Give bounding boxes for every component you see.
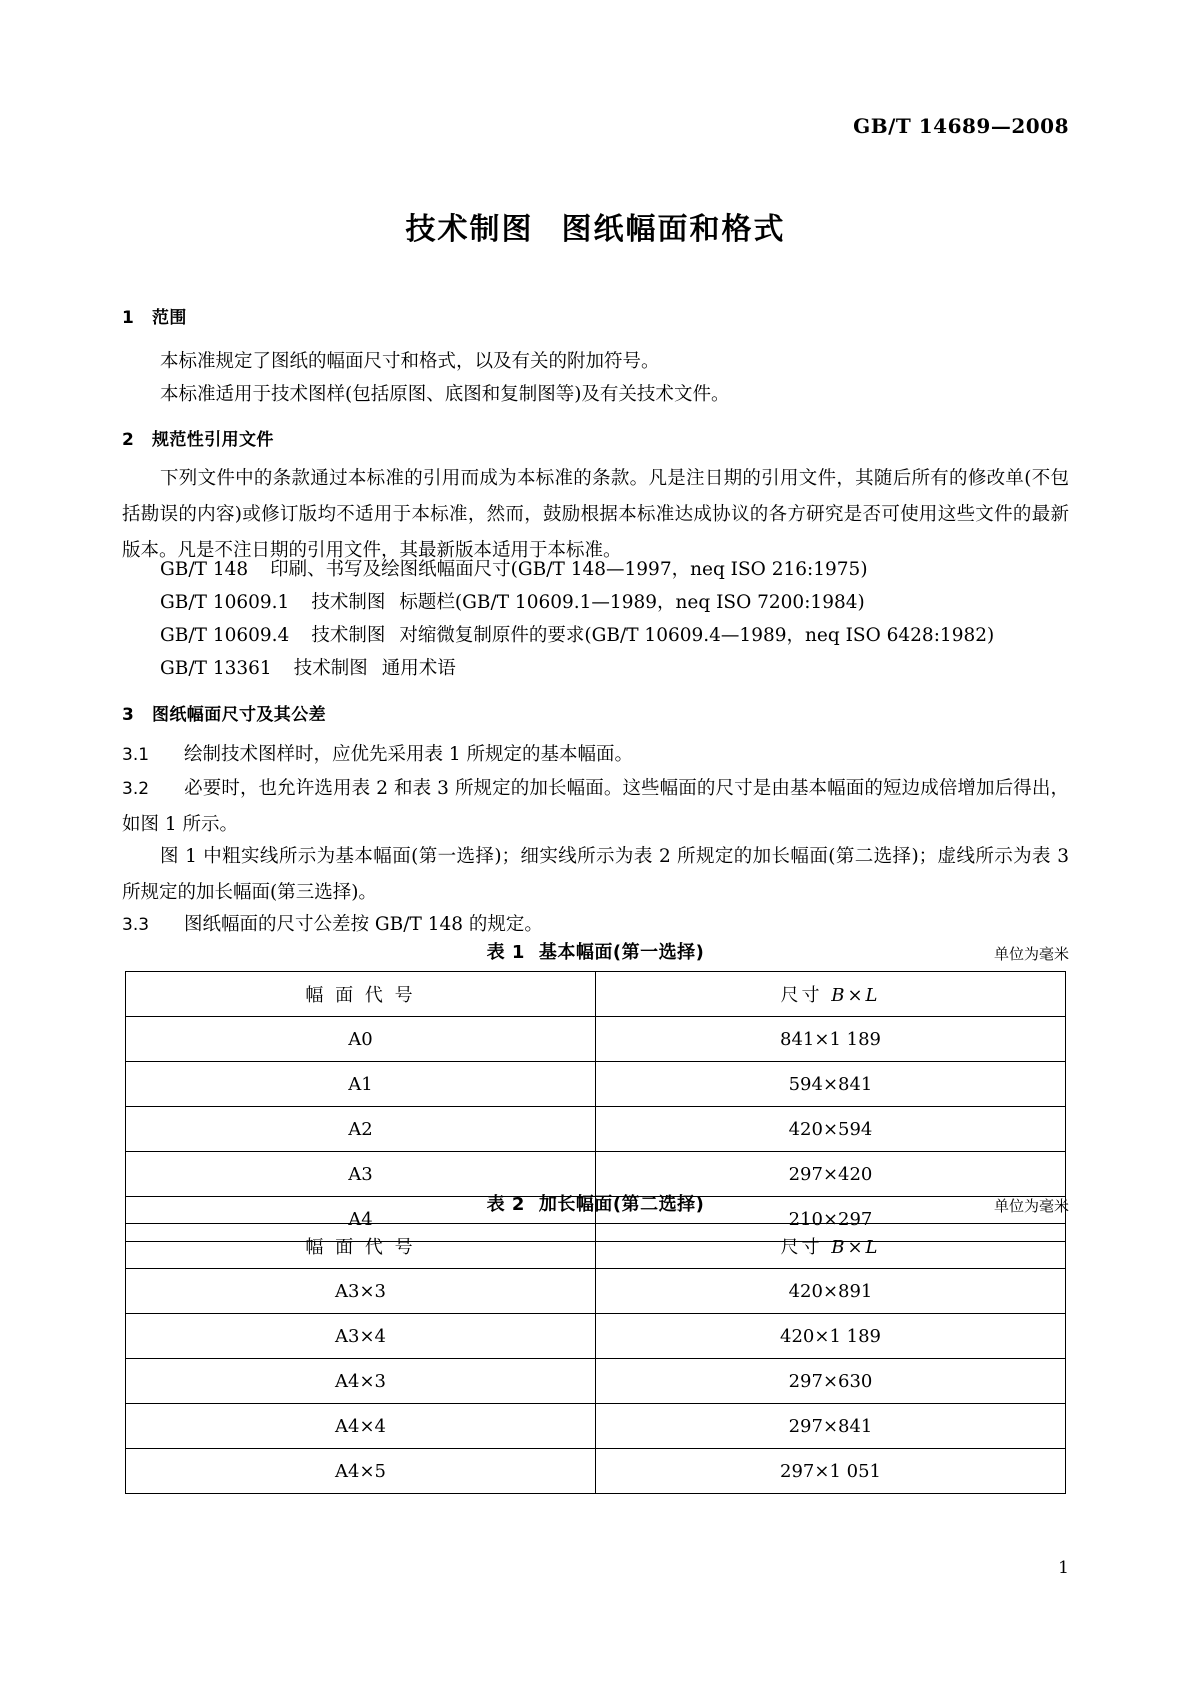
table-row xyxy=(126,1062,1066,1107)
section-number-2: 2 xyxy=(122,430,135,450)
table-cell-size: 594×841 xyxy=(596,1062,1066,1107)
table-row xyxy=(126,1449,1066,1494)
table-cell-code: A4×5 xyxy=(126,1449,596,1494)
table-2-col-header-code: 幅 面 代 号 xyxy=(126,1224,596,1269)
reference-name: 技术制图 xyxy=(311,592,386,613)
table-2-col-header-size xyxy=(596,1224,1066,1269)
clause-number-3-1: 3.1 xyxy=(122,745,150,765)
title-part-2: 图纸幅面和格式 xyxy=(561,212,786,247)
table-2-unit-note: 单位为毫米 xyxy=(993,1197,1069,1215)
figure-1-note-paragraph: 图 1 中粗实线所示为基本幅面(第一选择)；细实线所示为表 2 所规定的加长幅面(第二选择)；虚线所示为表 3 所规定的加长幅面(第三选择)。 xyxy=(122,846,1069,903)
clause-text-3-2: 必要时，也允许选用表 2 和表 3 所规定的加长幅面。这些幅面的尺寸是由基本幅面的短边成倍增加后得出，如图 1 所示。 xyxy=(122,778,1069,835)
table-cell-code: A4×4 xyxy=(126,1404,596,1449)
table-cell-size: 210×297 xyxy=(596,1197,1066,1242)
page-number: 1 xyxy=(1058,1558,1069,1578)
clause-text-3-1: 绘制技术图样时，应优先采用表 1 所规定的基本幅面。 xyxy=(184,744,634,765)
table-cell-code: A4×3 xyxy=(126,1359,596,1404)
section-number-3: 3 xyxy=(122,705,135,725)
table-cell-size: 297×630 xyxy=(596,1359,1066,1404)
reference-name-secondary: 对缩微复制原件的要求 xyxy=(399,625,585,646)
section-heading-3 xyxy=(122,700,326,725)
table-cell-code: A3 xyxy=(126,1152,596,1197)
reference-name-secondary: 通用术语 xyxy=(381,658,456,679)
reference-note: (GB/T 148—1997，neq ISO 216:1975) xyxy=(510,559,868,580)
table-cell-code: A3×4 xyxy=(126,1314,596,1359)
table-1-col-header-size-text: 尺寸 B×L xyxy=(780,985,881,1006)
section-number-1: 1 xyxy=(122,308,135,328)
section-title-3: 图纸幅面尺寸及其公差 xyxy=(152,705,326,725)
table-1-unit-note: 单位为毫米 xyxy=(993,945,1069,963)
reference-name: 技术制图 xyxy=(311,625,386,646)
table-1-col-header-size xyxy=(596,972,1066,1017)
reference-code: GB/T 13361 xyxy=(160,658,272,679)
table-cell-size: 297×420 xyxy=(596,1152,1066,1197)
table-cell-size: 420×891 xyxy=(596,1269,1066,1314)
table-row xyxy=(126,1269,1066,1314)
clause-text-3-3: 图纸幅面的尺寸公差按 GB/T 148 的规定。 xyxy=(184,914,543,935)
table-1-label: 表 1 xyxy=(486,942,525,963)
section-1-paragraph-2: 本标准适用于技术图样(包括原图、底图和复制图等)及有关技术文件。 xyxy=(160,384,730,405)
reference-name: 技术制图 xyxy=(293,658,368,679)
table-2-extended-formats xyxy=(125,1223,1066,1494)
table-cell-size: 420×594 xyxy=(596,1107,1066,1152)
section-heading-1 xyxy=(122,303,187,328)
section-1-paragraph-1: 本标准规定了图纸的幅面尺寸和格式，以及有关的附加符号。 xyxy=(160,351,660,372)
table-cell-size: 841×1 189 xyxy=(596,1017,1066,1062)
table-row xyxy=(126,1314,1066,1359)
normative-reference-item xyxy=(160,652,456,686)
reference-code: GB/T 148 xyxy=(160,559,249,580)
table-cell-code: A0 xyxy=(126,1017,596,1062)
table-1-header-row xyxy=(126,972,1066,1017)
reference-note: (GB/T 10609.1—1989，neq ISO 7200:1984) xyxy=(454,592,865,613)
table-1-caption xyxy=(122,938,1069,964)
table-cell-size: 420×1 189 xyxy=(596,1314,1066,1359)
table-row xyxy=(126,1404,1066,1449)
table-cell-size: 297×841 xyxy=(596,1404,1066,1449)
table-2-label: 表 2 xyxy=(486,1194,525,1215)
section-title-1: 范围 xyxy=(152,308,187,328)
clause-3-2 xyxy=(122,771,1069,843)
table-2-title: 加长幅面(第二选择) xyxy=(538,1194,705,1215)
page-title xyxy=(122,204,1069,248)
table-cell-code: A4 xyxy=(126,1197,596,1242)
normative-reference-item xyxy=(160,553,868,587)
section-2-paragraph-1: 下列文件中的条款通过本标准的引用而成为本标准的条款。凡是注日期的引用文件，其随后所有的修改单(不包括勘误的内容)或修订版均不适用于本标准，然而，鼓励根据本标准达成协议的各方研究是否可使用这些文件的最新版本。凡是不注日期的引用文件，其最新版本适用于本标准。 xyxy=(122,468,1069,561)
table-1-title: 基本幅面(第一选择) xyxy=(538,942,705,963)
page-content xyxy=(122,0,1069,1684)
normative-reference-item xyxy=(160,586,865,620)
section-heading-2 xyxy=(122,425,274,450)
running-head-standard-number: GB/T 14689—2008 xyxy=(853,114,1069,138)
clause-number-3-3: 3.3 xyxy=(122,915,150,935)
reference-code: GB/T 10609.1 xyxy=(160,592,290,613)
reference-code: GB/T 10609.4 xyxy=(160,625,290,646)
section-title-2: 规范性引用文件 xyxy=(152,430,274,450)
table-1-col-header-code: 幅 面 代 号 xyxy=(126,972,596,1017)
reference-note: (GB/T 10609.4—1989，neq ISO 6428:1982) xyxy=(584,625,995,646)
normative-reference-item xyxy=(160,619,994,653)
table-2-header-row xyxy=(126,1224,1066,1269)
table-row xyxy=(126,1107,1066,1152)
table-row xyxy=(126,1359,1066,1404)
table-cell-code: A3×3 xyxy=(126,1269,596,1314)
table-2-caption xyxy=(122,1190,1069,1216)
table-2-col-header-size-text: 尺寸 B×L xyxy=(780,1237,881,1258)
table-row xyxy=(126,1017,1066,1062)
table-cell-code: A2 xyxy=(126,1107,596,1152)
clause-number-3-2: 3.2 xyxy=(122,779,150,799)
table-cell-code: A1 xyxy=(126,1062,596,1107)
reference-name: 印刷、书写及绘图纸幅面尺寸 xyxy=(270,559,511,580)
clause-3-1 xyxy=(122,737,1069,773)
reference-name-secondary: 标题栏 xyxy=(399,592,455,613)
title-part-1: 技术制图 xyxy=(405,212,534,247)
table-cell-size: 297×1 051 xyxy=(596,1449,1066,1494)
